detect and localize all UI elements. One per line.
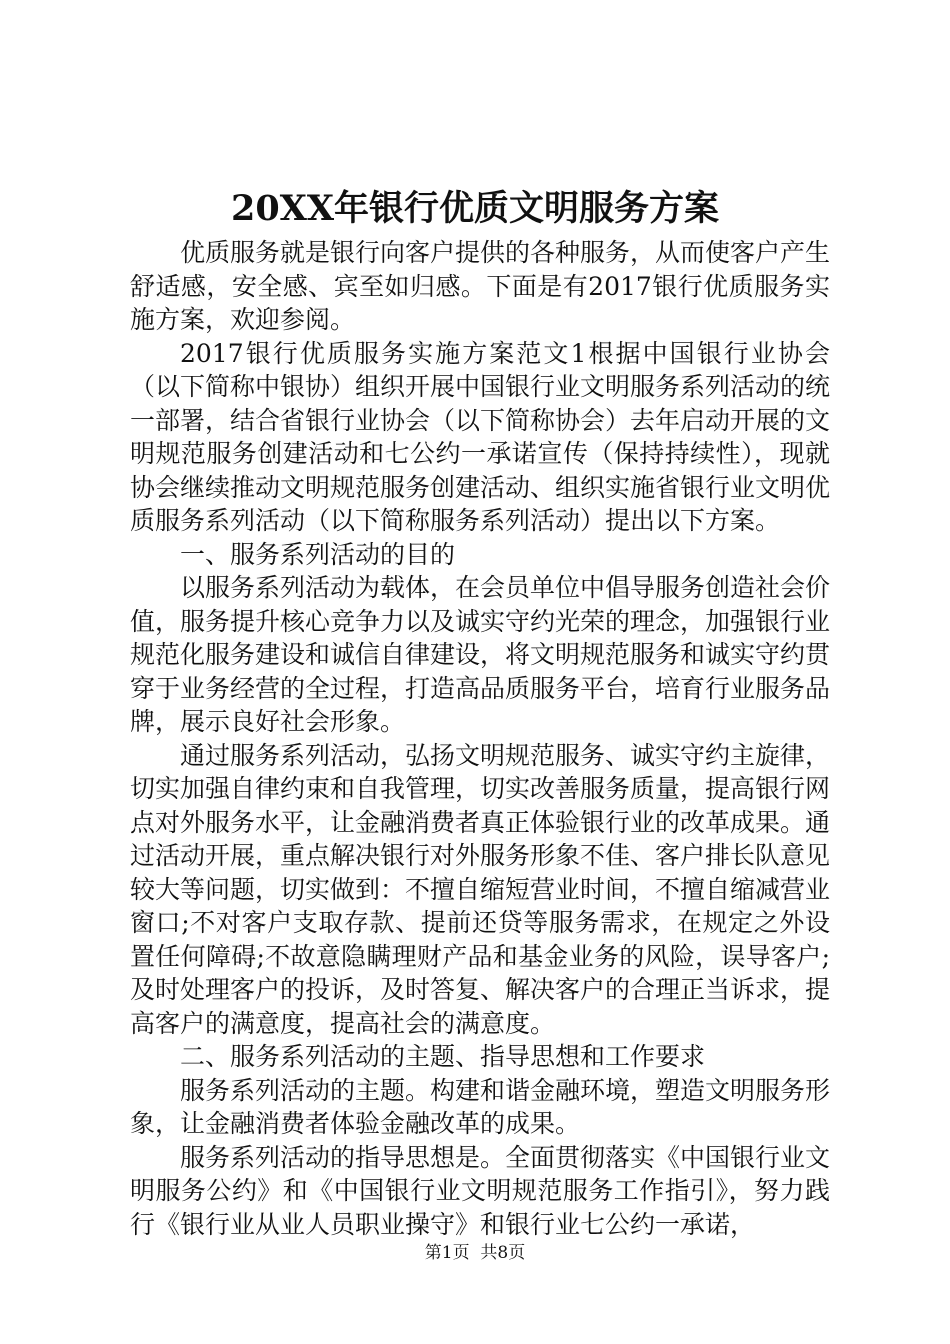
document-body	[130, 236, 830, 1241]
paragraph-guiding-ideology: 服务系列活动的指导思想是。全面贯彻落实《中国银行业文明服务公约》和《中国银行业文明规范服务工作指引》，努力践行《银行业从业人员职业操守》和银行业七公约一承诺，	[130, 1142, 831, 1239]
section-heading-theme: 二、服务系列活动的主题、指导思想和工作要求	[180, 1042, 706, 1071]
paragraph-intro: 优质服务就是银行向客户提供的各种服务，从而使客户产生舒适感，安全感、宾至如归感。下面是有2017银行优质服务实施方案，欢迎参阅。	[130, 238, 831, 334]
paragraph-theme: 服务系列活动的主题。构建和谐金融环境，塑造文明服务形象，让金融消费者体验金融改革的成果。	[130, 1075, 831, 1138]
page-number: 第1页 共8页	[424, 1243, 526, 1263]
section-heading-purpose: 一、服务系列活动的目的	[180, 539, 456, 569]
document-title: 20XX年银行优质文明服务方案	[230, 188, 720, 229]
page-footer	[0, 1241, 950, 1265]
paragraph-activities: 通过服务系列活动，弘扬文明规范服务、诚实守约主旋律，切实加强自律约束和自我管理，切实改善服务质量，提高银行网点对外服务水平，让金融消费者真正体验银行业的改革成果。通过活动开展，重点解决银行对外服务形象不佳、客户排长队意见较大等问题，切实做到：不擅自缩短营业时间，不擅自缩减营业窗口;不对客户支取存款、提前还贷等服务需求，在规定之外设置任何障碍;不故意隐瞒理财产品和基金业务的风险，误导客户;及时处理客户的投诉，及时答复、解决客户的合理正当诉求，提高客户的满意度，提高社会的满意度。	[130, 740, 831, 1038]
paragraph-plan-overview: 2017银行优质服务实施方案范文1根据中国银行业协会（以下简称中银协）组织开展中国银行业文明服务系列活动的统一部署，结合省银行业协会（以下简称协会）去年启动开展的文明规范服务创建活动和七公约一承诺宣传（保持持续性），现就协会继续推动文明规范服务创建活动、组织实施省银行业文明优质服务系列活动（以下简称服务系列活动）提出以下方案。	[130, 338, 831, 535]
paragraph-purpose: 以服务系列活动为载体，在会员单位中倡导服务创造社会价值，服务提升核心竞争力以及诚实守约光荣的理念，加强银行业规范化服务建设和诚信自律建设，将文明规范服务和诚实守约贯穿于业务经营的全过程，打造高品质服务平台，培育行业服务品牌，展示良好社会形象。	[130, 573, 831, 736]
